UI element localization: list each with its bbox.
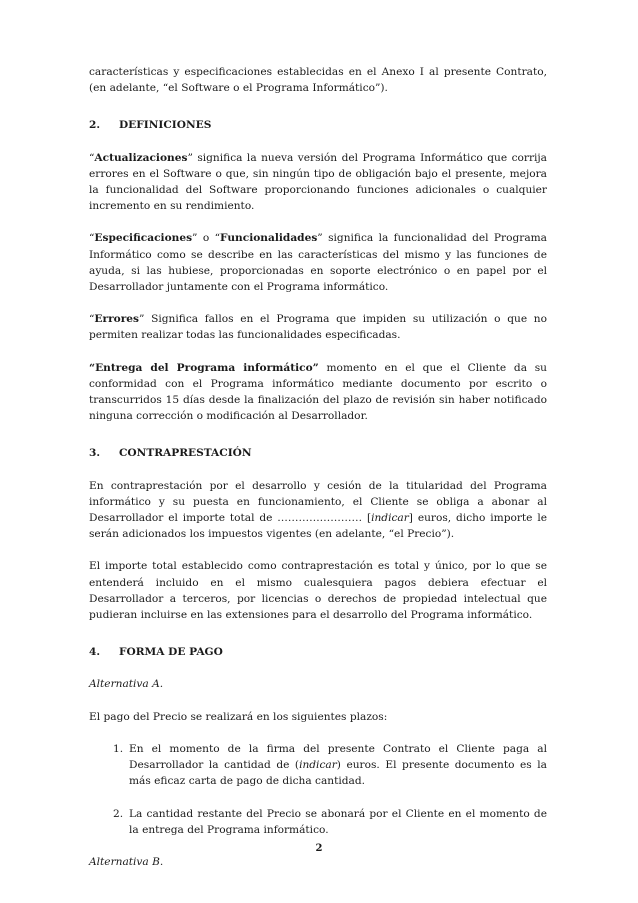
section-4-number: 4. — [89, 646, 101, 659]
term-funcionalidades: Funcionalidades — [220, 232, 318, 245]
section-3-title: CONTRAPRESTACIÓN — [119, 447, 252, 460]
section-4-title: FORMA DE PAGO — [119, 646, 223, 659]
list-item — [113, 806, 547, 838]
term-entrega: “Entrega del Programa informático” — [89, 361, 319, 374]
alternative-b-text: Alternativa B. — [89, 855, 164, 868]
open-quote: “ — [89, 232, 95, 245]
definition-especificaciones — [89, 230, 547, 295]
quote-connector: ” o “ — [192, 232, 221, 245]
section-3-paragraph-1-b: ] euros, dicho importe le serán adicionados los impuestos vigentes (en adelante, “el Precio”). — [89, 512, 547, 541]
list-item-number: 2. — [113, 807, 124, 820]
definition-errores — [89, 311, 547, 343]
list-item-text-b: ) euros. El presente documento es la más eficaz carta de pago de dicha cantidad. — [129, 759, 547, 788]
placeholder-indicar: indicar — [371, 512, 409, 525]
payment-list — [89, 741, 547, 838]
placeholder-indicar: indicar — [299, 759, 337, 772]
list-item-text — [129, 741, 547, 790]
alternative-a-label — [89, 676, 547, 692]
list-item-text: La cantidad restante del Precio se abonará por el Cliente en el momento de la entrega del Programa informático. — [129, 807, 547, 836]
section-2-number: 2. — [89, 119, 101, 132]
alternative-b-label — [89, 854, 547, 870]
page-number: 2 — [315, 843, 323, 854]
open-quote: “ — [89, 151, 95, 164]
definition-actualizaciones — [89, 150, 547, 215]
document-page — [89, 64, 547, 870]
payment-intro: El pago del Precio se realizará en los siguientes plazos: — [89, 710, 388, 723]
list-item — [113, 741, 547, 790]
definition-actualizaciones-text: ” significa la nueva versión del Programa Informático que corrija errores en el Software o que, sin ningún tipo de obligación bajo el presente, mejora la funcionalidad del Software proporcionando funciones adicionales o cualquier incremento en su rendimiento. — [89, 151, 547, 213]
section-3-number: 3. — [89, 447, 101, 460]
term-especificaciones: Especificaciones — [94, 232, 193, 245]
section-3-paragraph-1-a: En contraprestación por el desarrollo y cesión de la titularidad del Programa informático y su puesta en funcionamiento, el Cliente se obliga a abonar al Desarrollador el importe total de …………………… [ — [89, 479, 547, 525]
definition-entrega-text: momento en el que el Cliente da su conformidad con el Programa informático mediante documento por escrito o transcurridos 15 días desde la finalización del plazo de revisión sin haber notificado ninguna corrección o modificación al Desarrollador. — [89, 361, 547, 423]
list-item-number: 1. — [113, 742, 124, 755]
section-2-title: DEFINICIONES — [119, 119, 212, 132]
list-item-text-a: En el momento de la firma del presente Contrato el Cliente paga al Desarrollador la cantidad de ( — [129, 742, 547, 772]
definition-especificaciones-text: ” significa la funcionalidad del Programa Informático como se describe en las características del mismo y las funciones de ayuda, si las hubiese, proporcionadas en soporte electrónico o en papel por el Desarrollador juntamente con el Programa informático. — [89, 232, 547, 294]
open-quote: “ — [89, 313, 95, 326]
section-2-heading — [89, 117, 547, 133]
section-3-heading — [89, 445, 547, 461]
definition-entrega — [89, 360, 547, 425]
intro-paragraph: características y especificaciones establecidas en el Anexo I al presente Contrato, (en adelante, “el Software o el Programa Informático”). — [89, 66, 547, 95]
definition-errores-text: ” Significa fallos en el Programa que impiden su utilización o que no permiten realizar todas las funcionalidades especificadas. — [89, 313, 547, 342]
term-errores: Errores — [94, 313, 140, 326]
section-3-paragraph-1 — [89, 478, 547, 543]
term-actualizaciones: Actualizaciones — [94, 151, 188, 164]
section-3-paragraph-2: El importe total establecido como contraprestación es total y único, por lo que se entenderá incluido en el mismo cualesquiera pagos debiera efectuar el Desarrollador a terceros, por licencias o derechos de propiedad intelectual que pudieran incluirse en las extensiones para el desarrollo del Programa informático. — [89, 560, 547, 622]
section-4-heading — [89, 644, 547, 660]
alternative-a-text: Alternativa A. — [89, 678, 164, 691]
